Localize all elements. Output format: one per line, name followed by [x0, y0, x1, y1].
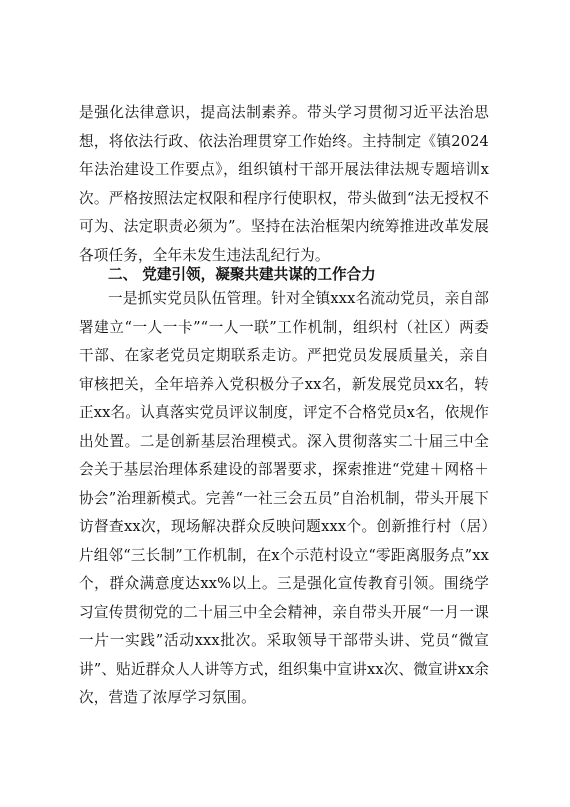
section-heading: 二、 党建引领，凝聚共建共谋的工作合力 [108, 266, 376, 283]
paragraph-rule-of-law: 是强化法律意识，提高法制素养。带头学习贯彻习近平法治思想，将依法行政、依法治理贯穿工作始终。主持制定《镇2024年法治建设工作要点》，组织镇村干部开展法律法规专题培训x次。严格按照法定权限和程序行使职权，带头做到“法无授权不可为、法定职责必须为”。坚持在法治框架内统筹推进改革发展各项任务，全年未发生违法乱纪行为。 [79, 104, 489, 264]
paragraph-party-building: 一是抓实党员队伍管理。针对全镇xxx名流动党员，亲自部署建立“一人一卡”“一人一联”工作机制，组织村（社区）两委干部、在家老党员定期联系走访。严把党员发展质量关，亲自审核把关，全年培养入党积极分子xx名，新发展党员xx名，转正xx名。认真落实党员评议制度，评定不合格党员x名，依规作出处置。二是创新基层治理模式。深入贯彻落实二十届三中全会关于基层治理体系建设的部署要求，探索推进“党建＋网格＋协会”治理新模式。完善“一社三会五员”自治机制，带头开展下访督查xx次，现场解决群众反映问题xxx个。创新推行村（居）片组邻“三长制”工作机制，在x个示范村设立“零距离服务点”xx个，群众满意度达xx%以上。三是强化宣传教育引领。围绕学习宣传贯彻党的二十届三中全会精神，亲自带头开展“一月一课一片一实践”活动xxx批次。采取领导干部带头讲、党员“微宣讲”、贴近群众人人讲等方式，组织集中宣讲xx次、微宣讲xx余次，营造了浓厚学习氛围。 [79, 290, 489, 706]
